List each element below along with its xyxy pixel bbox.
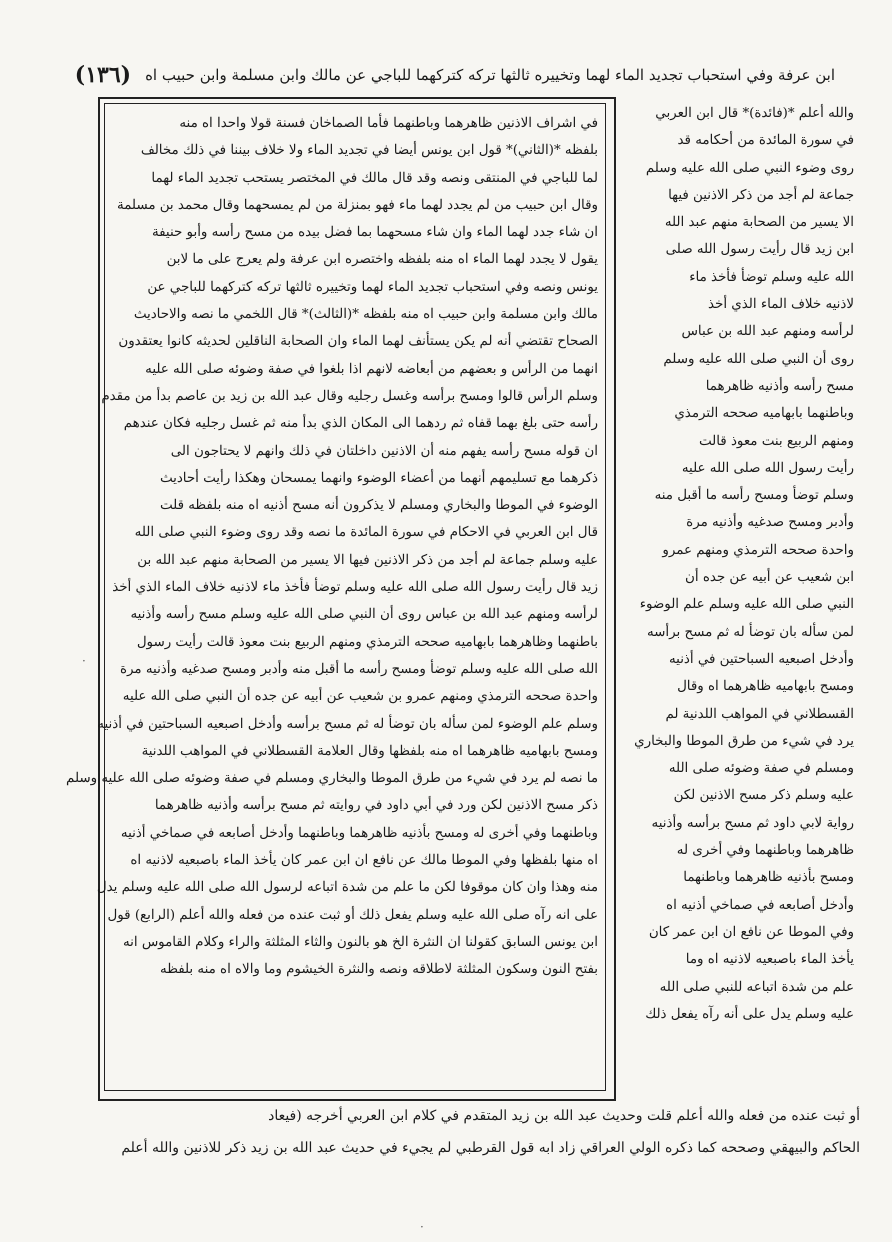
margin-text-line: روى أن النبي صلى الله عليه وسلم — [663, 351, 854, 367]
margin-text-line: لاذنيه خلاف الماء الذي أخذ — [708, 297, 854, 313]
margin-text-line: وأدخل اصبعيه السباحتين في أذنيه — [668, 651, 854, 667]
margin-text-line: وأدبر ومسح صدغيه وأذنيه مرة — [686, 515, 854, 531]
main-text-line: واحدة صححه الترمذي ومنهم عمرو بن شعيب عن أبيه عن جده أن النبي صلى الله عليه — [122, 689, 598, 705]
footer-text-line: الحاكم والبيهقي وصححه كما ذكره الولي العراقي زاد ابه قول القرطبي لم يجيء في حديث عبد الله بن زيد ذكر للاذنين والله أعلم — [121, 1140, 860, 1156]
main-text-line: الله صلى الله عليه وسلم توضأ ومسح رأسه ما أقبل منه وأدبر ومسح صدغيه وأذنيه مرة — [120, 661, 598, 677]
margin-text-line: جماعة لم أجد من ذكر الاذنين فيها — [668, 187, 854, 203]
main-text-line: منه وهذا وان كان موقوفا لكن ما علم من شدة اتباعه لرسول الله صلى الله عليه وسلم يدل — [96, 880, 598, 896]
main-text-line: ابن يونس السابق كقولنا ان النثرة الخ هو بالنون والثاء المثلثة والراء وكلام القاموس انه — [122, 934, 598, 950]
margin-text-line: رأيت رسول الله صلى الله عليه — [681, 460, 854, 476]
footer-text-line: أو ثبت عنده من فعله والله أعلم قلت وحديث عبد الله بن زيد المتقدم في كلام ابن العربي أخرجه (فيعاد — [268, 1108, 860, 1124]
main-text-line: الوضوء في الموطا والبخاري ومسلم لا يذكرون أنه مسح أذنيه اه منه بلفظه قلت — [160, 498, 598, 514]
main-text-line: باطنهما وظاهرهما بابهاميه صححه الترمذي ومنهم الربيع بنت معوذ قالت رأيت رسول — [136, 634, 598, 650]
margin-text-line: ومسح بابهاميه ظاهرهما اه وقال — [677, 679, 854, 695]
main-text-line: ذكر مسح الاذنين لكن ورد في أبي داود في روايته ثم مسح برأسه وأذنيه ظاهرهما — [154, 798, 598, 814]
main-text-line: قال ابن العربي في الاحكام في سورة المائدة ما نصه وقد روى وضوء النبي صلى الله — [134, 525, 598, 541]
main-text-line: انهما من الرأس و بعضهم من أبعاضه لانهم اذا بلغوا في صفة وضوئه صلى الله عليه — [145, 361, 598, 377]
margin-text-line: ومسلم في صفة وضوئه صلى الله — [668, 761, 854, 777]
margin-text-line: النبي صلى الله عليه وسلم علم الوضوء — [639, 597, 854, 613]
margin-text-line: ظاهرهما وباطنهما وفي أخرى له — [676, 843, 854, 859]
margin-text-line: روى وضوء النبي صلى الله عليه وسلم — [645, 160, 854, 176]
main-text-line: وسلم الرأس قالوا ومسح برأسه وغسل رجليه وقال عبد الله بن زيد بن عاصم بدأ من مقدم — [101, 388, 598, 404]
margin-text-line: وفي الموطا عن نافع ان ابن عمر كان — [648, 924, 854, 940]
speck-ornament: · — [82, 654, 86, 668]
margin-text-line: واحدة صححه الترمذي ومنهم عمرو — [662, 542, 854, 558]
main-text-line: يونس ونصه وفي استحباب تجديد الماء لهما وتخييره ثالثها تركه كتركهما للباجي عن — [147, 279, 598, 295]
main-text-line: ان شاء جدد لهما الماء وان شاء مسحهما بما فضل بيده من مسح رأسه وأبو حنيفة — [151, 225, 598, 241]
margin-text-line: القسطلاني في المواهب اللدنية لم — [665, 706, 854, 722]
main-text-line: على انه رآه صلى الله عليه وسلم يفعل ذلك أو ثبت عنده من فعله والله أعلم (الرابع) قول — [107, 907, 598, 923]
main-text-line: لما للباجي في المنتقى ونصه وقد قال مالك في المختصر يستحب تجديد الماء لهما — [151, 170, 598, 186]
main-text-line: مالك وابن مسلمة وابن حبيب اه منه بلفظه *(الثالث)* قال اللخمي ما نصه والاحاديث — [133, 307, 598, 323]
main-text-line: رأسه حتى بلغ بهما قفاه ثم ردهما الى المكان الذي بدأ منه ثم غسل رجليه فكان عندهم — [123, 416, 598, 432]
main-text-line: اه منها بلفظها وفي الموطا مالك عن نافع ان ابن عمر كان يأخذ الماء باصبعيه لاذنيه اه — [130, 853, 598, 869]
margin-text-line: ومنهم الربيع بنت معوذ قالت — [698, 433, 854, 449]
margin-text-line: في سورة المائدة من أحكامه قد — [677, 133, 854, 149]
margin-text-line: رواية لابي داود ثم مسح برأسه وأذنيه — [651, 815, 854, 831]
speck-ornament: · — [420, 1220, 424, 1234]
margin-commentary — [618, 100, 854, 1100]
margin-text-line: علم من شدة اتباعه للنبي صلى الله — [659, 979, 854, 995]
main-text-line: ان قوله مسح رأسه يفهم منه أن الاذنين داخلتان في ذلك وانهم لا يحتاجون الى — [170, 443, 598, 459]
main-text-line: وباطنهما وفي أخرى له ومسح بأذنيه ظاهرهما وباطنهما وأدخل أصابعه في صماخي أذنيه — [120, 825, 598, 841]
margin-text-line: والله أعلم *(فائدة)* قال ابن العربي — [655, 106, 854, 121]
main-text-line: يقول لا يجدد لهما الماء اه منه بلفظه واختصره ابن عرفة ولم يعرج على ما لابن — [166, 252, 598, 268]
footer-text — [120, 1100, 860, 1170]
main-text-line: عليه وسلم جماعة لم أجد من ذكر الاذنين فيها الا يسير من الصحابة منهم عبد الله بن — [137, 552, 598, 568]
main-text-line: زيد قال رأيت رسول الله صلى الله عليه وسلم توضأ فأخذ ماء لاذنيه خلاف الماء الذي أخذ — [112, 580, 598, 596]
main-text-line: ومسح بابهاميه ظاهرهما اه منه بلفظها وقال العلامة القسطلاني في المواهب اللدنية — [141, 743, 598, 759]
margin-text-line: ابن زيد قال رأيت رسول الله صلى — [665, 242, 854, 258]
margin-text-line: الله عليه وسلم توضأ فأخذ ماء — [689, 269, 854, 285]
margin-text-line: عليه وسلم يدل على أنه رآه يفعل ذلك — [645, 1006, 854, 1022]
margin-text-line: ومسح بأذنيه ظاهرهما وباطنهما — [683, 870, 854, 886]
margin-text-line: وباطنهما بابهاميه صححه الترمذي — [674, 406, 854, 422]
main-text-line: وسلم علم الوضوء لمن سأله بان توضأ له ثم مسح برأسه وأدخل اصبعيه السباحتين في أذنيه — [97, 716, 598, 732]
main-text-line: بفتح النون وسكون المثلثة لاطلاقه ونصه والنثرة الخيشوم وما والاه اه منه بلفظه — [160, 962, 598, 978]
margin-text-line: وسلم توضأ ومسح رأسه ما أقبل منه — [654, 488, 854, 504]
main-text-line: ما نصه لم يرد في شيء من طرق الموطا والبخاري ومسلم في صفة وضوئه صلى الله عليه وسلم — [66, 771, 598, 787]
main-text-line: بلفظه *(الثاني)* قول ابن يونس أيضا في تجديد الماء ولا خلاف بيننا في ذلك مخالف — [140, 143, 598, 159]
running-title: ابن عرفة وفي استحباب تجديد الماء لهما وتخييره ثالثها تركه كتركهما للباجي عن مالك وابن مسلمة وابن حبيب اه — [145, 66, 835, 84]
main-text-block — [66, 110, 598, 1082]
margin-text-line: وأدخل أصابعه في صماخي أذنيه اه — [666, 897, 854, 913]
margin-text-line: يرد في شيء من طرق الموطا والبخاري — [634, 733, 854, 749]
margin-text-line: عليه وسلم ذكر مسح الاذنين لكن — [673, 788, 854, 804]
margin-text-line: ابن شعيب عن أبيه عن جده أن — [685, 570, 854, 586]
main-text-line: في اشراف الاذنين ظاهرهما وباطنهما فأما الصماخان فسنة قولا واحدا اه منه — [179, 116, 598, 131]
page-number: (١٣٦) — [74, 62, 132, 88]
running-header — [74, 58, 835, 92]
margin-text-line: لمن سأله بان توضأ له ثم مسح برأسه — [647, 624, 854, 640]
margin-text-line: مسح رأسه وأذنيه ظاهرهما — [705, 378, 854, 394]
main-text-line: لرأسه ومنهم عبد الله بن عباس روى أن النبي صلى الله عليه وسلم مسح رأسه وأذنيه — [130, 607, 598, 623]
margin-text-line: لرأسه ومنهم عبد الله بن عباس — [681, 324, 854, 340]
main-text-line: وقال ابن حبيب من لم يجدد لهما ماء فهو بمنزلة من لم يمسحهما وقال محمد بن مسلمة — [117, 197, 598, 213]
margin-text-line: الا يسير من الصحابة منهم عبد الله — [664, 215, 854, 231]
margin-text-line: يأخذ الماء باصبعيه لاذنيه اه وما — [685, 952, 854, 968]
main-text-line: الصحاح تقتضي أنه لم يكن يستأنف لهما الماء وان الصحابة الناقلين لحديثه كانوا يعتقدون — [118, 334, 598, 350]
main-text-line: ذكرهما مع تسليمهم أنهما من أعضاء الوضوء وانهما يمسحان وهكذا رأيت أحاديث — [159, 470, 598, 486]
